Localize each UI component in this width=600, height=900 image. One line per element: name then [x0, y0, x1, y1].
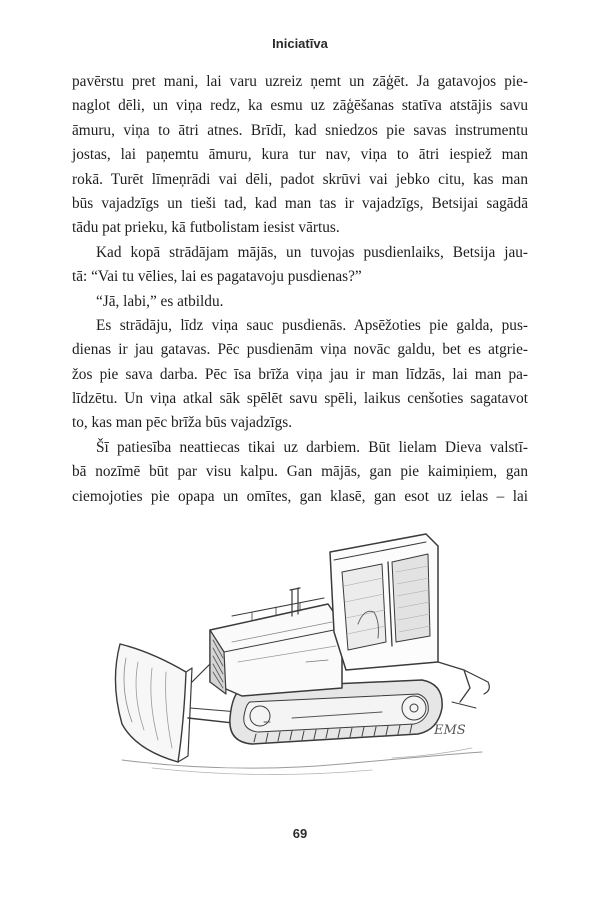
text-line: pavērstu pret mani, lai varu uzreiz ņemt un zāģēt. Ja gatavojos pie- — [72, 73, 528, 90]
bulldozer-illustration — [92, 512, 508, 784]
text-line: Kad kopā strādājam mājās, un tuvojas pusdienlaiks, Betsija jau- — [96, 243, 528, 261]
text-line: rokā. Turēt līmeņrādi vai dēli, padot skrūvi vai jebko citu, kas man — [72, 170, 528, 188]
body-text — [72, 70, 528, 509]
text-line: tā: “Vai tu vēlies, lai es pagatavoju pusdienas?” — [72, 268, 362, 286]
text-line: dienas ir jau gatavas. Pēc pusdienām viņa novāc galdu, bet es atgrie- — [72, 341, 528, 359]
text-line: Šī patiesība neattiecas tikai uz darbiem. Būt lielam Dieva valstī- — [96, 438, 528, 456]
text-line: būs vajadzīgs un tieši tad, kad man tas ir vajadzīgs, Betsijai sagādā — [72, 194, 528, 212]
page-number: 69 — [292, 826, 308, 841]
text-line: jostas, lai paņemtu āmuru, kura tur nav, viņa to ātri iespiež man — [72, 146, 528, 164]
text-line: to, kas man pēc brīža būs vajadzīgs. — [72, 414, 293, 432]
text-line: naglot dēli, un viņa redz, ka esmu uz zāģēšanas statīva atstājis savu — [72, 97, 528, 115]
text-line: žos pie sava darba. Pēc īsa brīža viņa jau ir man līdzās, lai man pa- — [72, 365, 528, 383]
text-line: līdzētu. Un viņa atkal sāk spēlēt savu spēli, laikus cenšoties sagatavot — [72, 390, 528, 408]
text-line: ciemojoties pie opapa un omītes, gan klasē, gan esot uz ielas – lai — [72, 487, 528, 505]
text-line: āmuru, viņa to ātri atnes. Brīdī, kad sniedzos pie savas instrumentu — [72, 121, 528, 139]
text-line: bā nozīmē būt par visu kalpu. Gan mājās, gan pie kaimiņiem, gan — [72, 463, 528, 481]
text-line: Es strādāju, līdz viņa sauc pusdienās. Apsēžoties pie galda, pus- — [96, 316, 528, 334]
text-line: tādu pat prieku, kā futbolistam iesist vārtus. — [72, 219, 340, 237]
artist-signature: EMS — [434, 723, 466, 738]
text-line: “Jā, labi,” es atbildu. — [96, 292, 224, 310]
running-head: Iniciatīva — [272, 36, 328, 51]
